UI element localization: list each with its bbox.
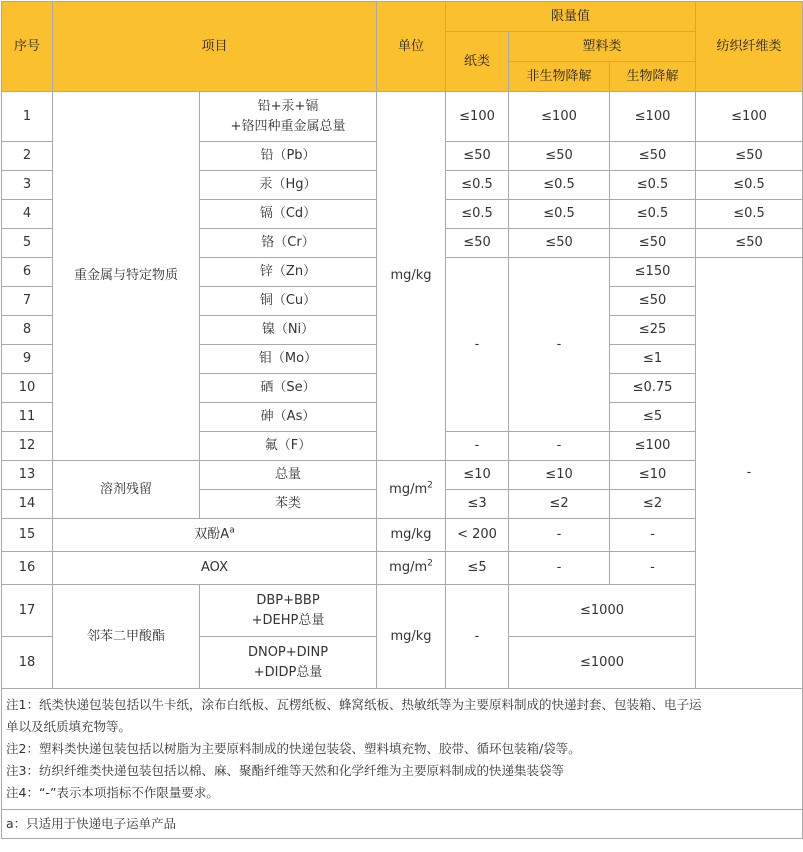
cell-textile: ≤50 [696, 142, 803, 171]
row-no: 6 [2, 258, 53, 287]
footnote-a: a：只适用于快递电子运单产品 [2, 810, 803, 839]
table-row [2, 552, 803, 585]
row-item: 铅+汞+镉 +铬四种重金属总量 [200, 92, 377, 142]
cell-paper: - [446, 585, 509, 689]
row-no: 15 [2, 519, 53, 552]
row-no: 2 [2, 142, 53, 171]
cell-bio: ≤0.5 [610, 171, 696, 200]
header-non-bio: 非生物降解 [509, 62, 610, 92]
cell-bio: ≤0.75 [610, 374, 696, 403]
row-item: 铜（Cu） [200, 287, 377, 316]
row-item: DNOP+DINP +DIDP总量 [200, 637, 377, 689]
row-no: 3 [2, 171, 53, 200]
cell-textile: ≤0.5 [696, 200, 803, 229]
cell-textile: - [696, 258, 803, 689]
cell-bio: ≤25 [610, 316, 696, 345]
header-paper: 纸类 [446, 32, 509, 92]
row-no: 1 [2, 92, 53, 142]
row-item: 铅（Pb） [200, 142, 377, 171]
cell-paper: ≤100 [446, 92, 509, 142]
header-item: 项目 [53, 2, 377, 92]
row-item: 镉（Cd） [200, 200, 377, 229]
row-item: 铬（Cr） [200, 229, 377, 258]
notes-row [2, 689, 803, 810]
cell-bio: ≤2 [610, 490, 696, 519]
group-solvent: 溶剂残留 [53, 461, 200, 519]
cell-bio: ≤1 [610, 345, 696, 374]
cell-non-bio: ≤2 [509, 490, 610, 519]
cell-bio: ≤150 [610, 258, 696, 287]
row-item: 钼（Mo） [200, 345, 377, 374]
cell-non-bio: - [509, 432, 610, 461]
footnote-row [2, 810, 803, 839]
cell-bio: ≤50 [610, 142, 696, 171]
cell-paper: - [446, 258, 509, 432]
cell-non-bio: ≤100 [509, 92, 610, 142]
row-no: 10 [2, 374, 53, 403]
cell-bio: - [610, 552, 696, 585]
group-bpa: 双酚$A^a$ [53, 519, 377, 552]
table-row [2, 519, 803, 552]
cell-textile: ≤0.5 [696, 171, 803, 200]
row-item: 硒（Se） [200, 374, 377, 403]
row-no: 16 [2, 552, 53, 585]
group-aox: AOX [53, 552, 377, 585]
row-item: 汞（Hg） [200, 171, 377, 200]
cell-bio: ≤100 [610, 432, 696, 461]
header-seq: 序号 [2, 2, 53, 92]
note-2: 注2：塑料类快递包装包括以树脂为主要原料制成的快递包装袋、塑料填充物、胶带、循环包装箱/袋等。 [6, 741, 581, 756]
row-no: 4 [2, 200, 53, 229]
row-no: 14 [2, 490, 53, 519]
cell-non-bio: ≤0.5 [509, 171, 610, 200]
cell-plastic-merged: ≤1000 [509, 585, 696, 637]
cell-plastic-merged: ≤1000 [509, 637, 696, 689]
cell-non-bio: - [509, 519, 610, 552]
row-no: 17 [2, 585, 53, 637]
cell-bio: ≤50 [610, 229, 696, 258]
cell-paper: ≤50 [446, 142, 509, 171]
cell-paper: ≤0.5 [446, 200, 509, 229]
row-item: DBP+BBP +DEHP总量 [200, 585, 377, 637]
cell-non-bio: - [509, 258, 610, 432]
cell-non-bio: ≤50 [509, 229, 610, 258]
note-4: 注4：“-”表示本项指标不作限量要求。 [6, 785, 219, 800]
row-no: 7 [2, 287, 53, 316]
row-no: 5 [2, 229, 53, 258]
cell-bio: ≤5 [610, 403, 696, 432]
note-1: 注1：纸类快递包装包括以牛卡纸，涂布白纸板、瓦楞纸板、蜂窝纸板、热敏纸等为主要原料制成的快递封套、包装箱、电子运 单以及纸质填充物等。 [6, 697, 702, 734]
row-item: 砷（As） [200, 403, 377, 432]
cell-paper: ≤50 [446, 229, 509, 258]
cell-textile: ≤50 [696, 229, 803, 258]
cell-bio: ≤50 [610, 287, 696, 316]
header-textile: 纺织纤维类 [696, 2, 803, 92]
header-plastic: 塑料类 [509, 32, 696, 62]
cell-bio: ≤0.5 [610, 200, 696, 229]
row-item: 苯类 [200, 490, 377, 519]
cell-paper: - [446, 432, 509, 461]
group-heavy-metal: 重金属与特定物质 [53, 92, 200, 461]
header-limit: 限量值 [446, 2, 696, 32]
header-row-1 [2, 2, 803, 32]
row-no: 9 [2, 345, 53, 374]
cell-paper: ≤3 [446, 490, 509, 519]
note-3: 注3：纺织纤维类快递包装包括以棉、麻、聚酯纤维等天然和化学纤维为主要原料制成的快递集装袋等 [6, 763, 564, 778]
notes [2, 689, 803, 810]
row-no: 8 [2, 316, 53, 345]
row-no: 18 [2, 637, 53, 689]
cell-non-bio: ≤0.5 [509, 200, 610, 229]
row-no: 12 [2, 432, 53, 461]
cell-bio: ≤10 [610, 461, 696, 490]
unit-mgm2: $mg/m^2$ [377, 552, 446, 585]
cell-textile: ≤100 [696, 92, 803, 142]
cell-paper: ≤10 [446, 461, 509, 490]
row-no: 13 [2, 461, 53, 490]
cell-non-bio: - [509, 552, 610, 585]
table-row [2, 461, 803, 490]
cell-paper: < 200 [446, 519, 509, 552]
row-no: 11 [2, 403, 53, 432]
table-row [2, 92, 803, 142]
cell-bio: ≤100 [610, 92, 696, 142]
header-unit: 单位 [377, 2, 446, 92]
cell-paper: ≤0.5 [446, 171, 509, 200]
row-item: 锌（Zn） [200, 258, 377, 287]
limit-table [1, 1, 803, 839]
table-row [2, 585, 803, 637]
cell-non-bio: ≤50 [509, 142, 610, 171]
cell-non-bio: ≤10 [509, 461, 610, 490]
group-phthalate: 邻苯二甲酸酯 [53, 585, 200, 689]
unit-mgm2: $mg/m^2$ [377, 461, 446, 519]
unit-mgkg: mg/kg [377, 92, 446, 461]
row-item: 总量 [200, 461, 377, 490]
unit-mgkg: mg/kg [377, 585, 446, 689]
cell-bio: - [610, 519, 696, 552]
cell-paper: ≤5 [446, 552, 509, 585]
unit-mgkg: mg/kg [377, 519, 446, 552]
row-item: 镍（Ni） [200, 316, 377, 345]
row-item: 氟（F） [200, 432, 377, 461]
header-bio: 生物降解 [610, 62, 696, 92]
